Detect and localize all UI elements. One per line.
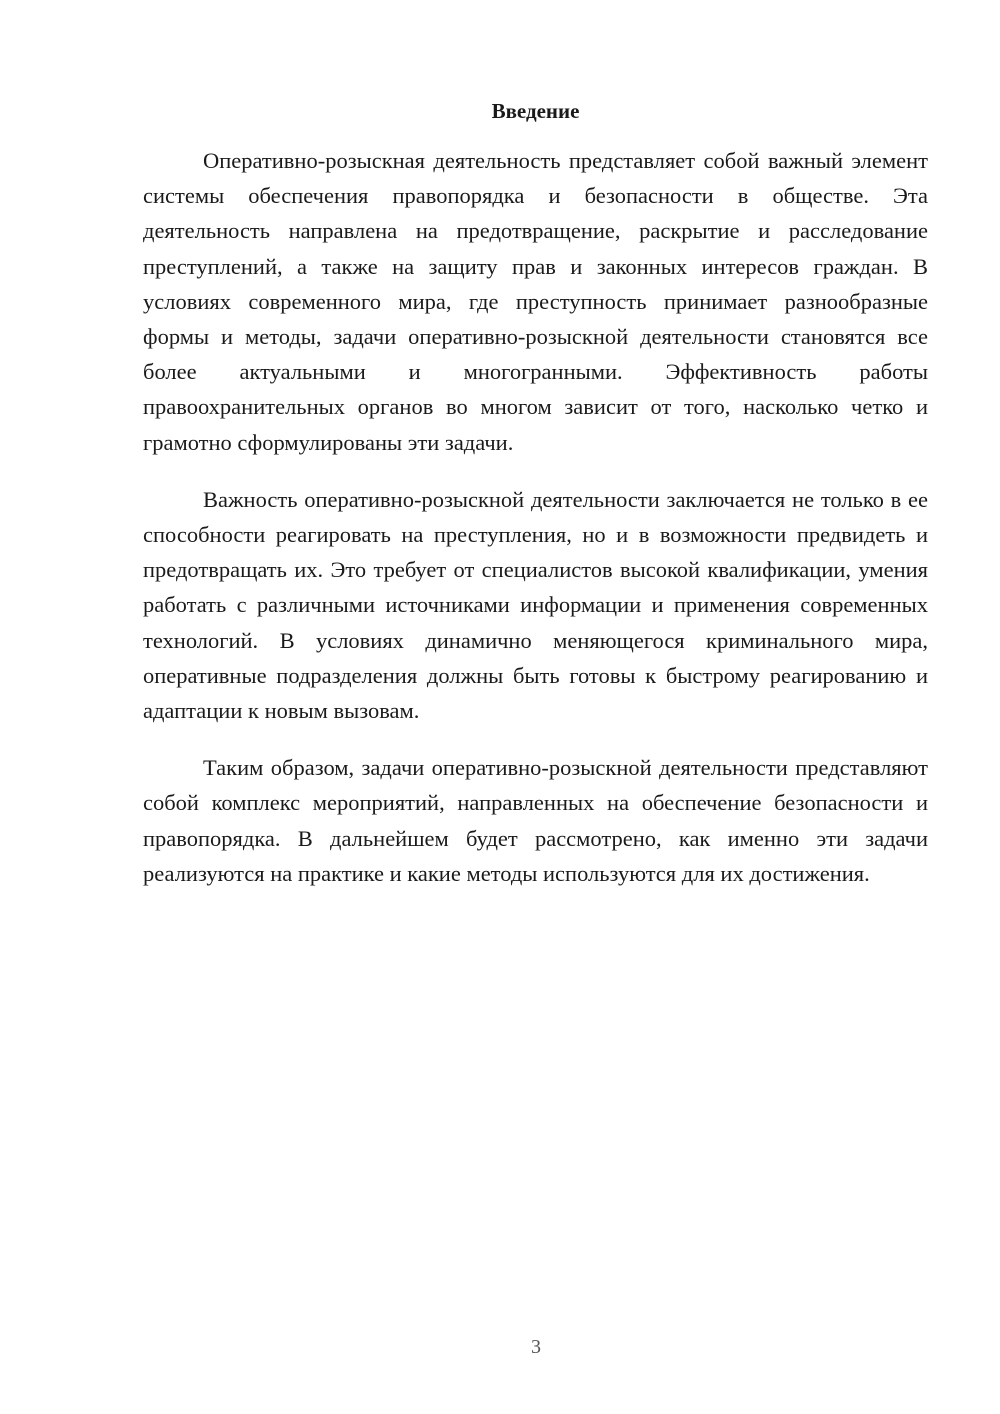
body-text <box>143 143 928 891</box>
paragraph-2: Важность оперативно-розыскной деятельности заключается не только в ее способности реагировать на преступления, но и в возможности предвидеть и предотвращать их. Это требует от специалистов высокой квалификации, умения работать с различными источниками информации и применения современных технологий. В условиях динамично меняющегося криминального мира, оперативные подразделения должны быть готовы к быстрому реагированию и адаптации к новым вызовам. <box>143 486 928 724</box>
section-heading: Введение <box>491 99 580 123</box>
paragraph-3: Таким образом, задачи оперативно-розыскной деятельности представляют собой комплекс мероприятий, направленных на обеспечение безопасности и правопорядка. В дальнейшем будет рассмотрено, как именно эти задачи реализуются на практике и какие методы используются для их достижения. <box>143 755 928 886</box>
paragraph-1: Оперативно-розыскная деятельность представляет собой важный элемент системы обеспечения правопорядка и безопасности в обществе. Эта деятельность направлена на предотвращение, раскрытие и расследование преступлений, а также на защиту прав и законных интересов граждан. В условиях современного мира, где преступность принимает разнообразные формы и методы, задачи оперативно-розыскной деятельности становятся все более актуальными и многогранными. Эффективность работы правоохранительных органов во многом зависит от того, насколько четко и грамотно сформулированы эти задачи. <box>143 148 928 455</box>
page-number: 3 <box>531 1336 541 1358</box>
